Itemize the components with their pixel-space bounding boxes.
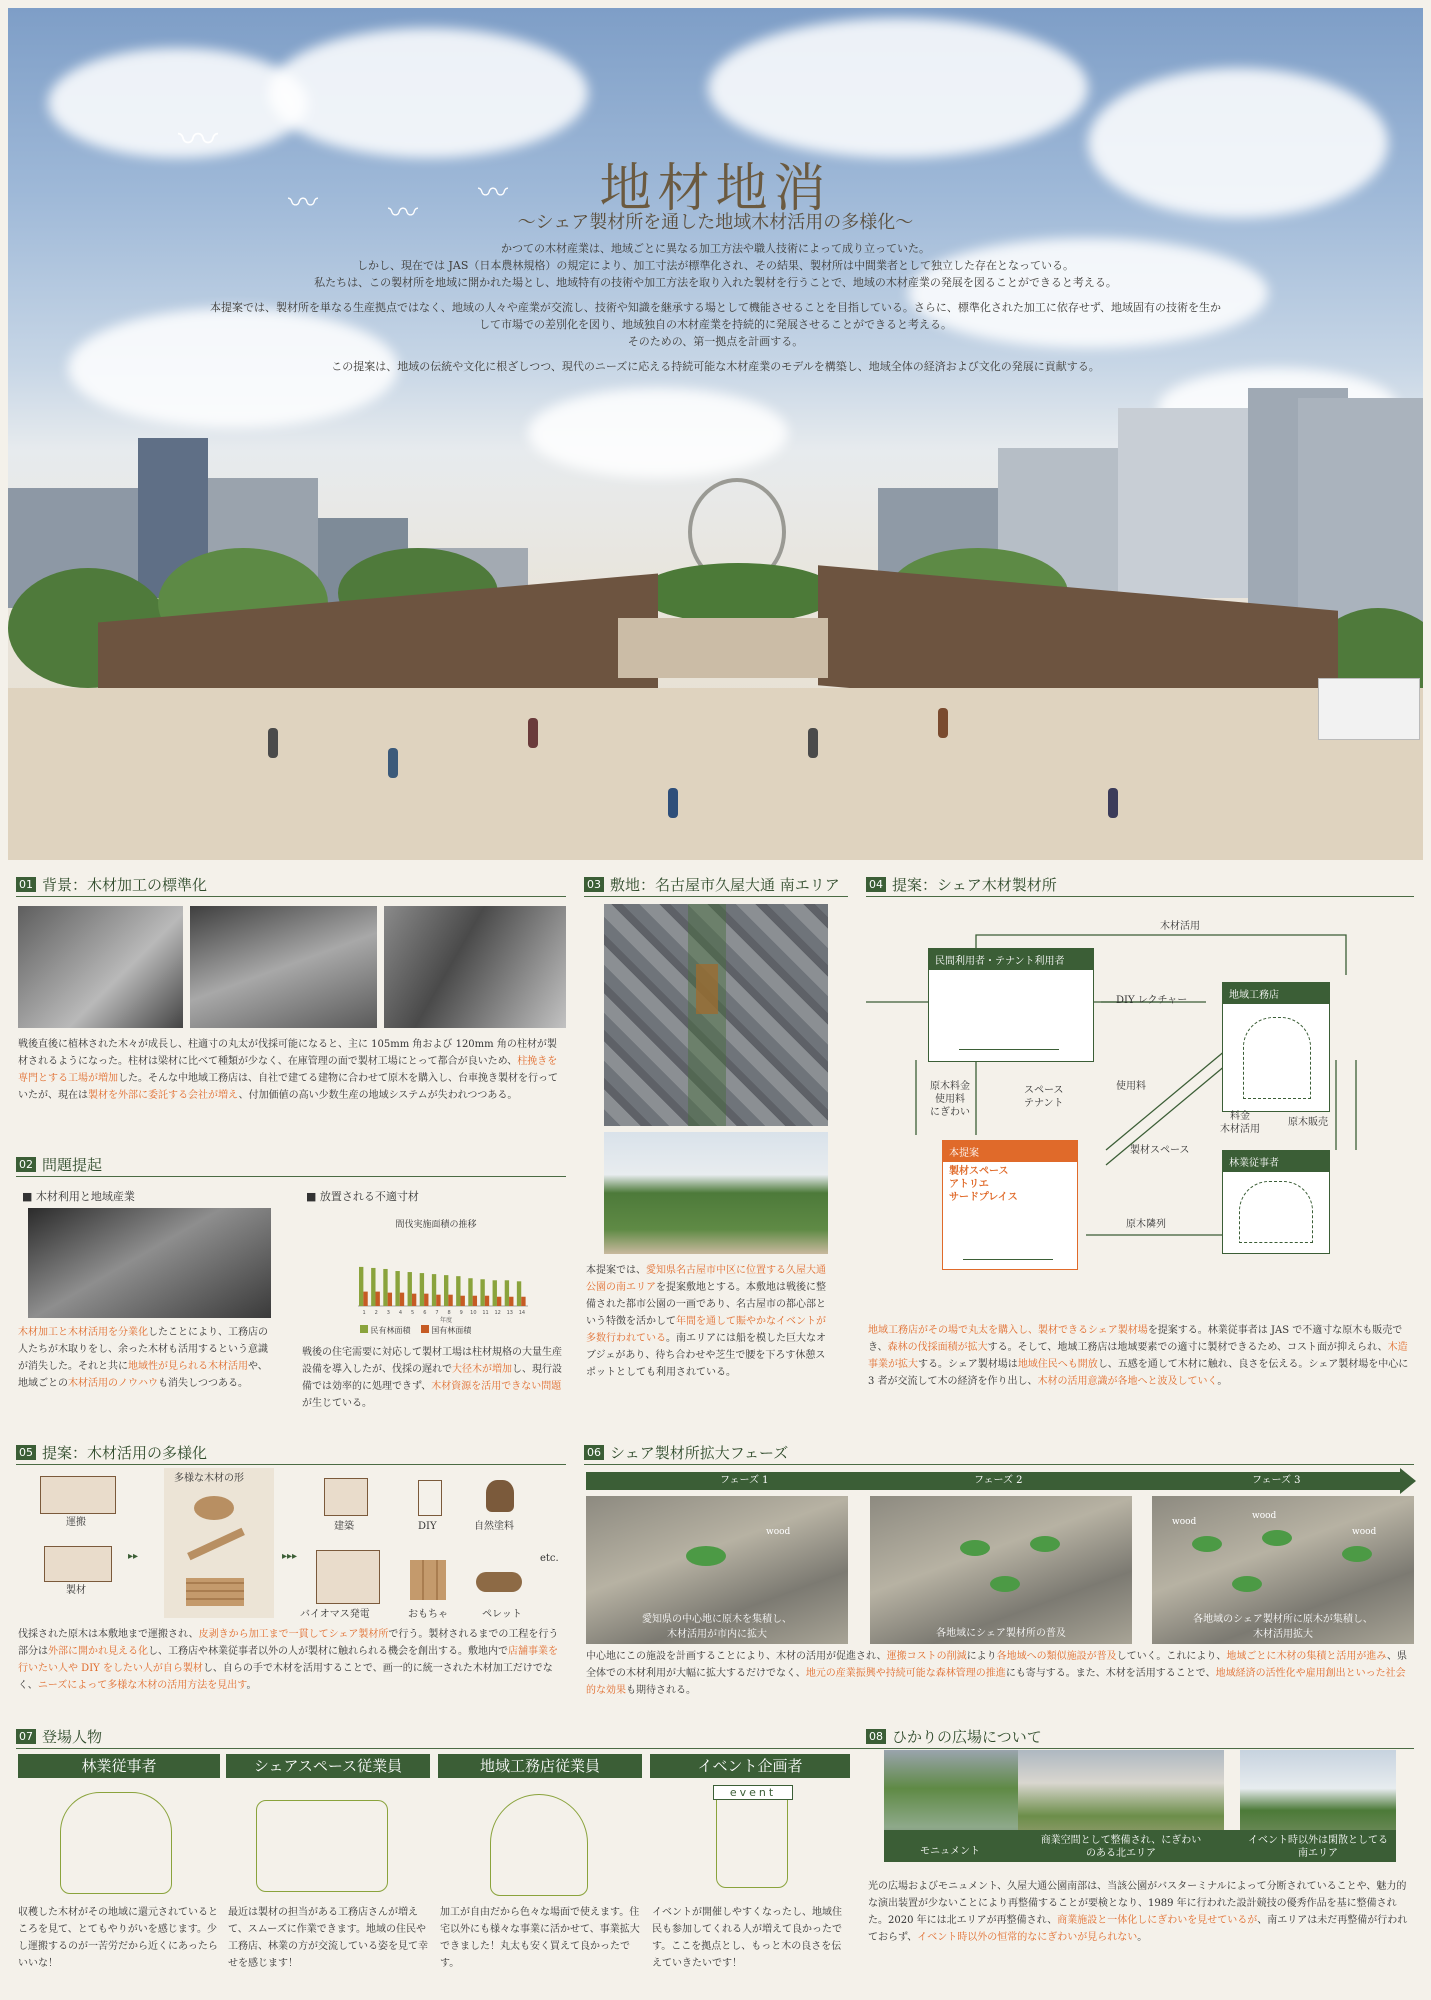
x-tick-label: 7 bbox=[435, 1310, 439, 1316]
section-06-text bbox=[586, 1648, 1414, 1699]
phase-3-caption bbox=[1152, 1610, 1414, 1640]
section-01-text bbox=[18, 1036, 566, 1104]
section-number: 08 bbox=[866, 1729, 886, 1744]
section-number: 06 bbox=[584, 1445, 604, 1460]
caption-line: 愛知県の中心地に原木を集積し、 bbox=[642, 1614, 792, 1625]
highlight-text: 各地域への類似施設が普及 bbox=[996, 1651, 1117, 1662]
bar-private-1 bbox=[359, 1267, 363, 1306]
bar-national-6 bbox=[424, 1294, 428, 1306]
body-text: 、南エリアは未だ再整備が行われておらず、 bbox=[868, 1915, 1408, 1943]
legend-label: 国有林面積 bbox=[431, 1326, 472, 1335]
site-park-photo bbox=[604, 1132, 828, 1254]
x-tick-label: 6 bbox=[423, 1310, 427, 1316]
role-event-planner: イベント企画者 bbox=[650, 1754, 850, 1778]
bar-national-8 bbox=[448, 1295, 452, 1306]
caption-south-area: イベント時以外は閑散としてる南エリア bbox=[1248, 1835, 1388, 1859]
body-text: 、付加価値の高い少数生産の地域システムが失われつつある。 bbox=[238, 1090, 518, 1101]
house-icon bbox=[324, 1478, 368, 1516]
body-text: が生じている。 bbox=[302, 1398, 372, 1409]
woodworker-photo bbox=[28, 1208, 271, 1318]
x-tick-label: 3 bbox=[386, 1310, 390, 1316]
chart-title: 間伐実施面積の推移 bbox=[395, 1220, 477, 1230]
truck bbox=[1318, 678, 1420, 740]
body-text: 中心地にこの施設を計画することにより、木材の活用が促進され、 bbox=[586, 1651, 887, 1662]
bar-private-2 bbox=[371, 1268, 375, 1306]
wood-tag: wood bbox=[1252, 1511, 1277, 1521]
body-text: 。 bbox=[246, 1680, 257, 1691]
quote-forestry-worker: 収穫した木材がその地域に還元されているところを見て、とてもやりがいを感じます。少し運搬するのが一苦労だから近くにあったらいいな！ bbox=[18, 1907, 218, 1969]
phase-2-caption bbox=[870, 1624, 1132, 1639]
label-etc: etc. bbox=[540, 1553, 559, 1564]
section-number: 04 bbox=[866, 877, 886, 892]
quote-share-space-staff: 最近は製材の担当がある工務店さんが増えて、スムーズに作業できます。地域の住民や工務店、林業の方が交流している姿を見て幸せを感じます！ bbox=[228, 1907, 428, 1969]
section-02-left-text bbox=[18, 1324, 276, 1392]
body-text: 光の広場およびモニュメント、久屋大通公園南部は、当該公園がバスターミナルによって分断されていることや、魅力的な演出装置が少ないことにより再整備することが要検となり、1989 年に行われた設計競技の優秀作品を基に整備された。2020 年には北エリアが再整備され、 bbox=[868, 1881, 1407, 1926]
bar-private-8 bbox=[444, 1275, 448, 1306]
highlight-text: 運搬コストの削減 bbox=[886, 1651, 967, 1662]
highlight-text: 地域工務店がその場で丸太を購入し、 bbox=[868, 1325, 1038, 1336]
wood-tag: wood bbox=[1172, 1517, 1197, 1527]
wood-tag: wood bbox=[1352, 1527, 1377, 1537]
chair-icon bbox=[418, 1480, 442, 1516]
highlight-text: 木材加工と木材活用を分業化 bbox=[18, 1327, 148, 1338]
bar-national-11 bbox=[485, 1296, 489, 1306]
label: 原木料金 bbox=[930, 1081, 970, 1092]
box-header: 林業従事者 bbox=[1223, 1151, 1329, 1172]
section-03-heading bbox=[584, 874, 840, 895]
caption-monument: モニュメント bbox=[920, 1846, 980, 1857]
box-koumuten bbox=[1222, 982, 1330, 1112]
body-text: にも寄与する。また、木材を活用することで、 bbox=[1005, 1668, 1216, 1679]
caption-north-area: 商業空間として整備され、にぎわいのある北エリア bbox=[1040, 1835, 1202, 1859]
quote-event-planner: イベントが開催しやすくなったし、地域住民も参加してくれる人が増えて良かったです。ここを拠点とし、もっと木の良さを伝えていきたいです！ bbox=[652, 1907, 842, 1969]
x-tick-label: 8 bbox=[447, 1310, 451, 1316]
highlight-text: 愛知県名古屋市中区に位置する久屋大通公園の南エリア bbox=[586, 1265, 826, 1293]
page-subtitle: 〜シェア製材所を通した地域木材活用の多様化〜 bbox=[517, 212, 914, 233]
phase-2-label: フェーズ 2 bbox=[974, 1475, 1023, 1486]
wood-tag: wood bbox=[766, 1527, 791, 1537]
bar-national-1 bbox=[363, 1292, 367, 1306]
paint-can-icon bbox=[486, 1480, 514, 1512]
x-tick-label: 10 bbox=[470, 1310, 477, 1316]
intro-text bbox=[108, 240, 1323, 375]
saw-machine-icon bbox=[44, 1546, 112, 1582]
pellet-icon bbox=[476, 1572, 522, 1592]
section-01-heading bbox=[16, 874, 207, 895]
body-text: や、地域ごとの bbox=[18, 1361, 268, 1389]
bar-national-2 bbox=[376, 1292, 380, 1306]
seagull-icon: 〰 bbox=[388, 196, 418, 231]
highlight-text: 地域住民へも開放 bbox=[1017, 1359, 1098, 1370]
body-text: し、五感を通して木材に触れ、良さを伝える。シェア製材場を中心に 3 者が交流して木の経済を作り出し、 bbox=[868, 1359, 1409, 1387]
body-text: 。 bbox=[1217, 1376, 1228, 1387]
section-title: シェア製材所拡大フェーズ bbox=[610, 1444, 789, 1462]
box-forestry bbox=[1222, 1150, 1330, 1254]
label-diy: DIY bbox=[418, 1521, 437, 1532]
section-title: 提案：木材活用の多様化 bbox=[42, 1444, 208, 1462]
legend-swatch bbox=[421, 1325, 429, 1333]
highlight-text: 製材を外部に委託する会社が増え bbox=[88, 1090, 239, 1101]
x-tick-label: 11 bbox=[482, 1310, 489, 1316]
highlight-text: イベント時以外の恒常的なにぎわいが見られない bbox=[917, 1932, 1138, 1943]
proposal-illustration bbox=[963, 1211, 1053, 1260]
users-illustration bbox=[959, 979, 1059, 1050]
body-text: 、県全体での木材利用が大幅に拡大するだけでなく、 bbox=[586, 1651, 1408, 1679]
arrow-label-logsale: 原木販売 bbox=[1288, 1117, 1328, 1128]
highlight-text: 外部に開かれ見える化 bbox=[48, 1646, 148, 1657]
seagull-icon: 〰 bbox=[178, 117, 218, 163]
intro-line: 私たちは、この製材所を地域に開かれた場とし、地域特有の技術や加工方法を取り入れた製材を行うことで、地域の木材産業の発展を図ることができると考える。 bbox=[314, 276, 1117, 289]
intro-line: 本提案では、製材所を単なる生産拠点ではなく、地域の人々や産業が交流し、技術や知識を継承する場として機能させることを目指している。さらに、標準化された加工に依存せず、地域固有の技術を生か bbox=[210, 301, 1221, 314]
section-number: 05 bbox=[16, 1445, 36, 1460]
label: 使用料 bbox=[935, 1094, 965, 1105]
highlight-text: 地元の産業振興や持続可能な森林管理の推進 bbox=[805, 1668, 1006, 1679]
body-text: 本提案では、 bbox=[586, 1265, 646, 1276]
phase-1-label: フェーズ 1 bbox=[720, 1475, 769, 1486]
highlight-text: 森林の伐採面積が拡大 bbox=[887, 1342, 988, 1353]
section-05-text bbox=[18, 1626, 566, 1694]
bar-national-14 bbox=[521, 1297, 525, 1306]
body-text: したことにより、工務店の人たちが木取りをし、余った木材も活用するという意識が消失した。それと共に bbox=[18, 1327, 268, 1372]
highlight-text: 皮剥きから加工まで一貫してシェア製材所 bbox=[198, 1629, 389, 1640]
highlight-text: 木材活用のノウハウ bbox=[68, 1378, 158, 1389]
highlight-text: 木材資源を活用できない問題 bbox=[431, 1381, 562, 1392]
caption-line: 各地域にシェア製材所の普及 bbox=[936, 1628, 1066, 1639]
koumuten-illustration bbox=[1243, 1017, 1311, 1099]
arrow-label-fee-wood bbox=[1220, 1110, 1260, 1136]
section-04-text bbox=[868, 1322, 1414, 1390]
seagull-icon: 〰 bbox=[288, 186, 318, 221]
label: 料金 bbox=[1230, 1111, 1250, 1122]
body-text: し、工務店や林業従事者以外の人が製材に触れられる機会を創出する。敷地内で bbox=[148, 1646, 508, 1657]
wood-chips-icon bbox=[194, 1496, 234, 1520]
bar-private-12 bbox=[493, 1280, 497, 1306]
body-text: 。 bbox=[1137, 1932, 1148, 1943]
section-08-heading bbox=[866, 1726, 1042, 1747]
body-text: していく。これにより、 bbox=[1116, 1651, 1227, 1662]
role-forestry-worker: 林業従事者 bbox=[18, 1754, 220, 1778]
sawmill-photo-1 bbox=[18, 906, 183, 1028]
body-text: 。南エリアには船を模した巨大なオブジェがあり、待ち合わせや芝生で腰を下ろす休憩スポットとしても利用されている。 bbox=[586, 1333, 826, 1378]
bar-national-12 bbox=[497, 1297, 501, 1306]
section-06-heading bbox=[584, 1442, 788, 1463]
body-text: し、自らの手で木材を活用することで、画一的に統一された木材加工だけでなく、 bbox=[18, 1663, 553, 1691]
arrow-label-left-fee bbox=[930, 1080, 970, 1119]
bar-private-5 bbox=[408, 1272, 412, 1306]
section-05-heading bbox=[16, 1442, 207, 1463]
bar-national-13 bbox=[509, 1297, 513, 1306]
label: スペース bbox=[1024, 1085, 1064, 1096]
highlight-text: 木造事業が拡大 bbox=[868, 1342, 1408, 1370]
highlight-text: 木材の活用意識が各地へと波及していく bbox=[1037, 1376, 1218, 1387]
plaza-ground bbox=[8, 688, 1423, 860]
subheading-unused-wood: ■ 放置される不適寸材 bbox=[306, 1190, 419, 1203]
arrow-label-space: 製材スペース bbox=[1130, 1145, 1190, 1156]
label-transport: 運搬 bbox=[66, 1517, 86, 1528]
x-tick-label: 12 bbox=[494, 1310, 501, 1316]
label: 放置される不適寸材 bbox=[319, 1190, 419, 1203]
proposal-item: アトリエ bbox=[949, 1179, 989, 1190]
section-title: 問題提起 bbox=[42, 1156, 103, 1174]
label: 木材活用 bbox=[1220, 1124, 1260, 1135]
body-text: した。そんな中地域工務店は、自社で建てる建物に合わせて原木を購入し、台車挽き製材を行っていたが、現在は bbox=[18, 1073, 558, 1101]
body-text: で行う。製材されるまでの工程を行う部分は bbox=[18, 1629, 559, 1657]
body-text: を提案敷地とする。本敷地は戦後に整備された都市公園の一画であり、名古屋市の都心部という特徴を活かして bbox=[586, 1282, 826, 1327]
arrow-icon: ▸▸▸ bbox=[282, 1551, 298, 1562]
toy-blocks-icon bbox=[410, 1560, 446, 1600]
proposal-item: サードプレイス bbox=[949, 1192, 1018, 1203]
bar-national-7 bbox=[436, 1295, 440, 1306]
section-title: 提案：シェア木材製材所 bbox=[892, 876, 1057, 894]
bar-private-13 bbox=[505, 1280, 509, 1306]
wood-planks-icon bbox=[186, 1578, 244, 1606]
koumuten-staff-illustration bbox=[490, 1794, 588, 1896]
event-sign: event bbox=[713, 1785, 793, 1800]
highlight-text: 地域経済の活性化や雇用創出といった社会的な効果 bbox=[586, 1668, 1406, 1696]
label: テナント bbox=[1024, 1098, 1064, 1109]
x-tick-label: 9 bbox=[459, 1310, 463, 1316]
bar-private-3 bbox=[383, 1269, 387, 1306]
section-08-text bbox=[868, 1878, 1414, 1946]
label-pellet: ペレット bbox=[482, 1609, 522, 1620]
section-number: 02 bbox=[16, 1157, 36, 1172]
thinning-area-chart bbox=[336, 1214, 536, 1324]
legend-label: 民有林面積 bbox=[370, 1326, 411, 1335]
highlight-text: 地域ごとに木材の集積と活用が進み bbox=[1226, 1651, 1388, 1662]
label-arch: 建築 bbox=[334, 1521, 354, 1532]
section-number: 01 bbox=[16, 877, 36, 892]
body-text: する。そして、地域工務店は地域要素での適寸に製材できるため、コスト面が抑えられ、 bbox=[987, 1342, 1388, 1353]
body-text: により bbox=[966, 1651, 997, 1662]
body-text: 戦後直後に植林された木々が成長し、柱適寸の丸太が伐採可能になると、主に 105mm 角および 120mm 角の柱材が製材されるようになった。柱材は梁材に比べて種類が少なく、在庫管理の面で製材工場にとって都合が良いため、 bbox=[18, 1039, 557, 1067]
section-03-text bbox=[586, 1262, 830, 1381]
box-header: 地域工務店 bbox=[1223, 983, 1329, 1004]
body-text: 伐採された原木は本敷地まで運搬され、 bbox=[18, 1629, 199, 1640]
bar-private-9 bbox=[456, 1276, 460, 1306]
body-text: も期待される。 bbox=[626, 1685, 696, 1696]
section-number: 03 bbox=[584, 877, 604, 892]
legend-swatch bbox=[360, 1325, 368, 1333]
bar-private-10 bbox=[468, 1278, 472, 1306]
quote-koumuten-staff: 加工が自由だから色々な場面で使えます。住宅以外にも様々な事業に活かせて、事業拡大できました！丸太も安く買えて良かったです。 bbox=[440, 1907, 640, 1969]
box-proposal bbox=[942, 1140, 1078, 1270]
intro-line: そのための、第一拠点を計画する。 bbox=[627, 335, 804, 348]
section-number: 07 bbox=[16, 1729, 36, 1744]
arrow-label-supply: 原木隣列 bbox=[1126, 1219, 1166, 1230]
bar-national-9 bbox=[461, 1296, 465, 1306]
share-staff-illustration bbox=[256, 1800, 388, 1892]
section-title: 敷地：名古屋市久屋大通 南エリア bbox=[610, 876, 840, 894]
label: にぎわい bbox=[930, 1107, 970, 1118]
bar-private-14 bbox=[517, 1281, 521, 1306]
box-header: 本提案 bbox=[943, 1141, 1077, 1162]
caption-line: 木材活用拡大 bbox=[1253, 1629, 1313, 1640]
subheading-wood-industry: ■ 木材利用と地域産業 bbox=[22, 1190, 135, 1203]
arrow-icon: ▸▸ bbox=[128, 1551, 139, 1562]
body-text: を提案する。林業従事者は JAS で不適寸な原木も販売でき、 bbox=[868, 1325, 1403, 1353]
x-tick-label: 5 bbox=[411, 1310, 415, 1316]
x-tick-label: 4 bbox=[398, 1310, 403, 1316]
bar-national-4 bbox=[400, 1293, 404, 1306]
box-users bbox=[928, 948, 1094, 1062]
phase-2-map bbox=[870, 1496, 1132, 1644]
highlight-text: 地域性が見られる木材活用 bbox=[128, 1361, 248, 1372]
bar-private-4 bbox=[395, 1271, 399, 1306]
role-koumuten-staff: 地域工務店従業員 bbox=[438, 1754, 642, 1778]
highlight-text: 年間を通して賑やかなイベントが多数行われている bbox=[586, 1316, 826, 1344]
arrow-label-space-tenant bbox=[1024, 1084, 1064, 1110]
page-title: 地材地消 bbox=[599, 159, 832, 219]
forestry-illustration bbox=[1239, 1181, 1313, 1243]
bar-private-7 bbox=[432, 1274, 436, 1306]
section-04-heading bbox=[866, 874, 1057, 895]
site-aerial-photo bbox=[604, 904, 828, 1126]
highlight-text: 商業施設と一体化しにぎわいを見せているが bbox=[1057, 1915, 1258, 1926]
label-diverse: 多様な木材の形 bbox=[174, 1473, 244, 1484]
event-planner-illustration bbox=[716, 1786, 788, 1888]
sawmill-photo-2 bbox=[190, 906, 377, 1028]
biomass-plant-icon bbox=[316, 1550, 380, 1604]
body-text: し、現行設備では効率的に処理できず、 bbox=[302, 1364, 562, 1392]
highlight-text: 柱挽きを専門とする工場が増加 bbox=[18, 1056, 558, 1084]
truck-icon bbox=[40, 1476, 116, 1514]
label-biomass: バイオマス発電 bbox=[300, 1609, 370, 1620]
x-tick-label: 14 bbox=[518, 1310, 526, 1316]
highlight-text: 大径木が増加 bbox=[452, 1364, 512, 1375]
highlight-text: ニーズによって多様な木材の活用方法を見出す bbox=[37, 1680, 247, 1691]
highlight-text: 製材できるシェア製材場 bbox=[1038, 1325, 1148, 1336]
intro-line: この提案は、地域の伝統や文化に根ざしつつ、現代のニーズに応える持続可能な木材産業のモデルを構築し、地域全体の経済および文化の発展に貢献する。 bbox=[331, 360, 1100, 373]
arrow-label-usage: 使用料 bbox=[1116, 1081, 1146, 1092]
body-text: も消失しつつある。 bbox=[158, 1378, 248, 1389]
body-text: 戦後の住宅需要に対応して製材工場は柱材規格の大量生産設備を導入したが、伐採の遅れで bbox=[302, 1347, 562, 1375]
sawmill-photo-3 bbox=[384, 906, 566, 1028]
chart-xlabel: 年度 bbox=[439, 1317, 453, 1324]
seagull-icon: 〰 bbox=[478, 176, 508, 211]
label-saw: 製材 bbox=[66, 1585, 86, 1596]
box-header: 民間利用者・テナント利用者 bbox=[929, 949, 1093, 970]
intro-line: しかし、現在では JAS（日本農林規格）の規定により、加工寸法が標準化され、その結果、製材所は中間業者として独立した存在となっている。 bbox=[356, 259, 1075, 272]
label: 木材利用と地域産業 bbox=[35, 1190, 135, 1203]
section-title: 登場人物 bbox=[42, 1728, 103, 1746]
body-text: する。シェア製材場は bbox=[918, 1359, 1018, 1370]
bar-national-5 bbox=[412, 1294, 416, 1306]
role-share-space-staff: シェアスペース従業員 bbox=[226, 1754, 430, 1778]
bar-private-6 bbox=[420, 1273, 424, 1306]
highlight-text: 店舗事業を行いたい人や DIY をしたい人が自ら製材 bbox=[18, 1646, 558, 1674]
bar-national-3 bbox=[388, 1293, 392, 1306]
section-07-heading bbox=[16, 1726, 102, 1747]
label-toy: おもちゃ bbox=[408, 1609, 448, 1620]
caption-line: 各地域のシェア製材所に原木が集積し、 bbox=[1193, 1614, 1373, 1625]
section-title: 背景：木材加工の標準化 bbox=[42, 876, 208, 894]
bar-private-11 bbox=[480, 1279, 484, 1306]
phase-arrowhead bbox=[1400, 1468, 1416, 1494]
intro-line: かつての木材産業は、地域ごとに異なる加工方法や職人技術によって成り立っていた。 bbox=[501, 242, 930, 255]
x-tick-label: 13 bbox=[506, 1310, 513, 1316]
x-tick-label: 1 bbox=[362, 1310, 366, 1316]
section-title: ひかりの広場について bbox=[892, 1728, 1042, 1746]
x-tick-label: 2 bbox=[374, 1310, 378, 1316]
phase-3-label: フェーズ 3 bbox=[1252, 1475, 1301, 1486]
section-02-right-text bbox=[302, 1344, 564, 1412]
arrow-label-wood-use: 木材活用 bbox=[1160, 921, 1200, 932]
bar-national-10 bbox=[473, 1296, 477, 1306]
arrow-label-diy: DIY レクチャー bbox=[1116, 995, 1188, 1006]
phase-1-caption bbox=[586, 1610, 848, 1640]
label-paint: 自然塗料 bbox=[474, 1521, 514, 1532]
intro-line: して市場での差別化を図り、地域独自の木材産業を持続的に発展させることができると考える。 bbox=[479, 318, 952, 331]
forestry-worker-illustration bbox=[60, 1792, 172, 1894]
hero-rendering bbox=[8, 8, 1423, 860]
section-02-heading bbox=[16, 1154, 102, 1175]
proposal-item: 製材スペース bbox=[949, 1166, 1009, 1177]
caption-line: 木材活用が市内に拡大 bbox=[667, 1629, 767, 1640]
chart-legend bbox=[360, 1324, 471, 1337]
